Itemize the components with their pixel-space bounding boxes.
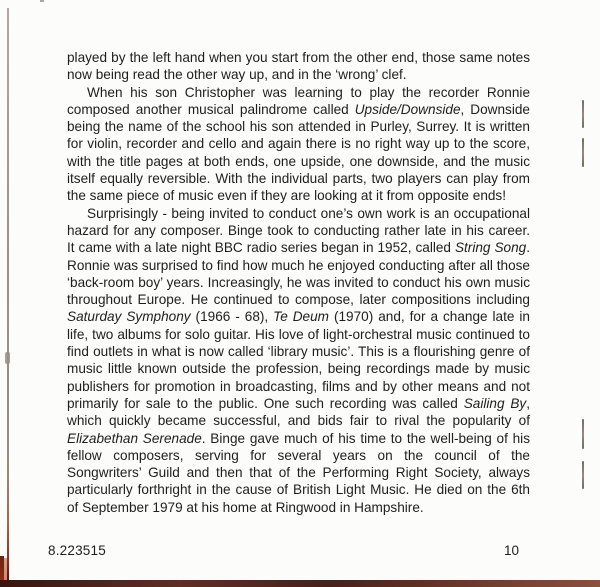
italic-title-text: Te Deum xyxy=(273,309,329,325)
body-text: played by the left hand when you start from the other end, those same notes now being read the other way up, and in the ‘wrong’ clef. xyxy=(67,50,530,83)
paragraph xyxy=(67,205,530,516)
scan-top-speck xyxy=(40,0,44,2)
body-text: (1970) and, for a change late in life, two albums for solo guitar. His love of light-orchestral music continued to find outlets in what is now called ‘library music’. This is a flourishing genre of music little known outside the profession, being recordings made by music publishers for promotion in broadcasting, films and by other means and not primarily for sale to the public. One such recording was called xyxy=(67,309,530,411)
italic-title-text: Sailing By xyxy=(463,395,527,411)
scan-binding-mark xyxy=(582,138,584,167)
italic-title-text: String Song xyxy=(454,240,527,256)
body-text: , Downside being the name of the school his son attended in Purley, Surrey. It is written for violin, recorder and cello and again there is no right way up to the score, with the title pages at both ends, one upside, one downside, and the music itself equally reversible. With the individual parts, two players can play from the same piece of music even if they are looking at it from opposite ends! xyxy=(67,101,530,204)
paragraph xyxy=(67,49,530,84)
body-text: . Ronnie was surprised to find how much he enjoyed conducting after all those ‘back-room boy’ years. Increasingly, he was invited to conduct his own music throughout Europe. He continued to compose, later compositions including xyxy=(67,240,530,308)
body-text: , which quickly became successful, and bids fair to rival the popularity of xyxy=(67,395,530,429)
paragraph xyxy=(67,84,530,205)
body-text: When his son Christopher was learning to play the recorder Ronnie composed another musical palindrome called xyxy=(67,84,530,117)
body-text: Surprisingly - being invited to conduct one’s own work is an occupational hazard for any composer. Binge took to conducting rather late in his career. It came with a late night BBC radio series began in 1952, called xyxy=(67,205,530,256)
scan-binding-mark xyxy=(582,419,584,449)
footer-page-number: 10 xyxy=(504,543,520,558)
footer-catalog-number: 8.223515 xyxy=(48,543,106,558)
scan-bottom-bar xyxy=(0,580,600,587)
scan-left-edge-knot xyxy=(5,352,10,364)
article xyxy=(67,49,530,516)
scan-binding-mark xyxy=(582,100,584,128)
scan-left-edge-line xyxy=(7,8,9,580)
body-text: (1966 - 68), xyxy=(190,309,274,325)
body-text: . Binge gave much of his time to the well-being of his fellow composers, serving for several years on the council of the Songwriters’ Guild and then that of the Performing Right Society, always particularly forthright in the cause of British Light Music. He died on the 6th of September 1979 at his home at Ringwood in Hampshire. xyxy=(67,430,530,515)
italic-title-text: Upside/Downside xyxy=(354,101,461,117)
scan-binding-mark xyxy=(582,461,584,489)
italic-title-text: Elizabethan Serenade xyxy=(67,430,202,446)
italic-title-text: Saturday Symphony xyxy=(67,309,191,325)
